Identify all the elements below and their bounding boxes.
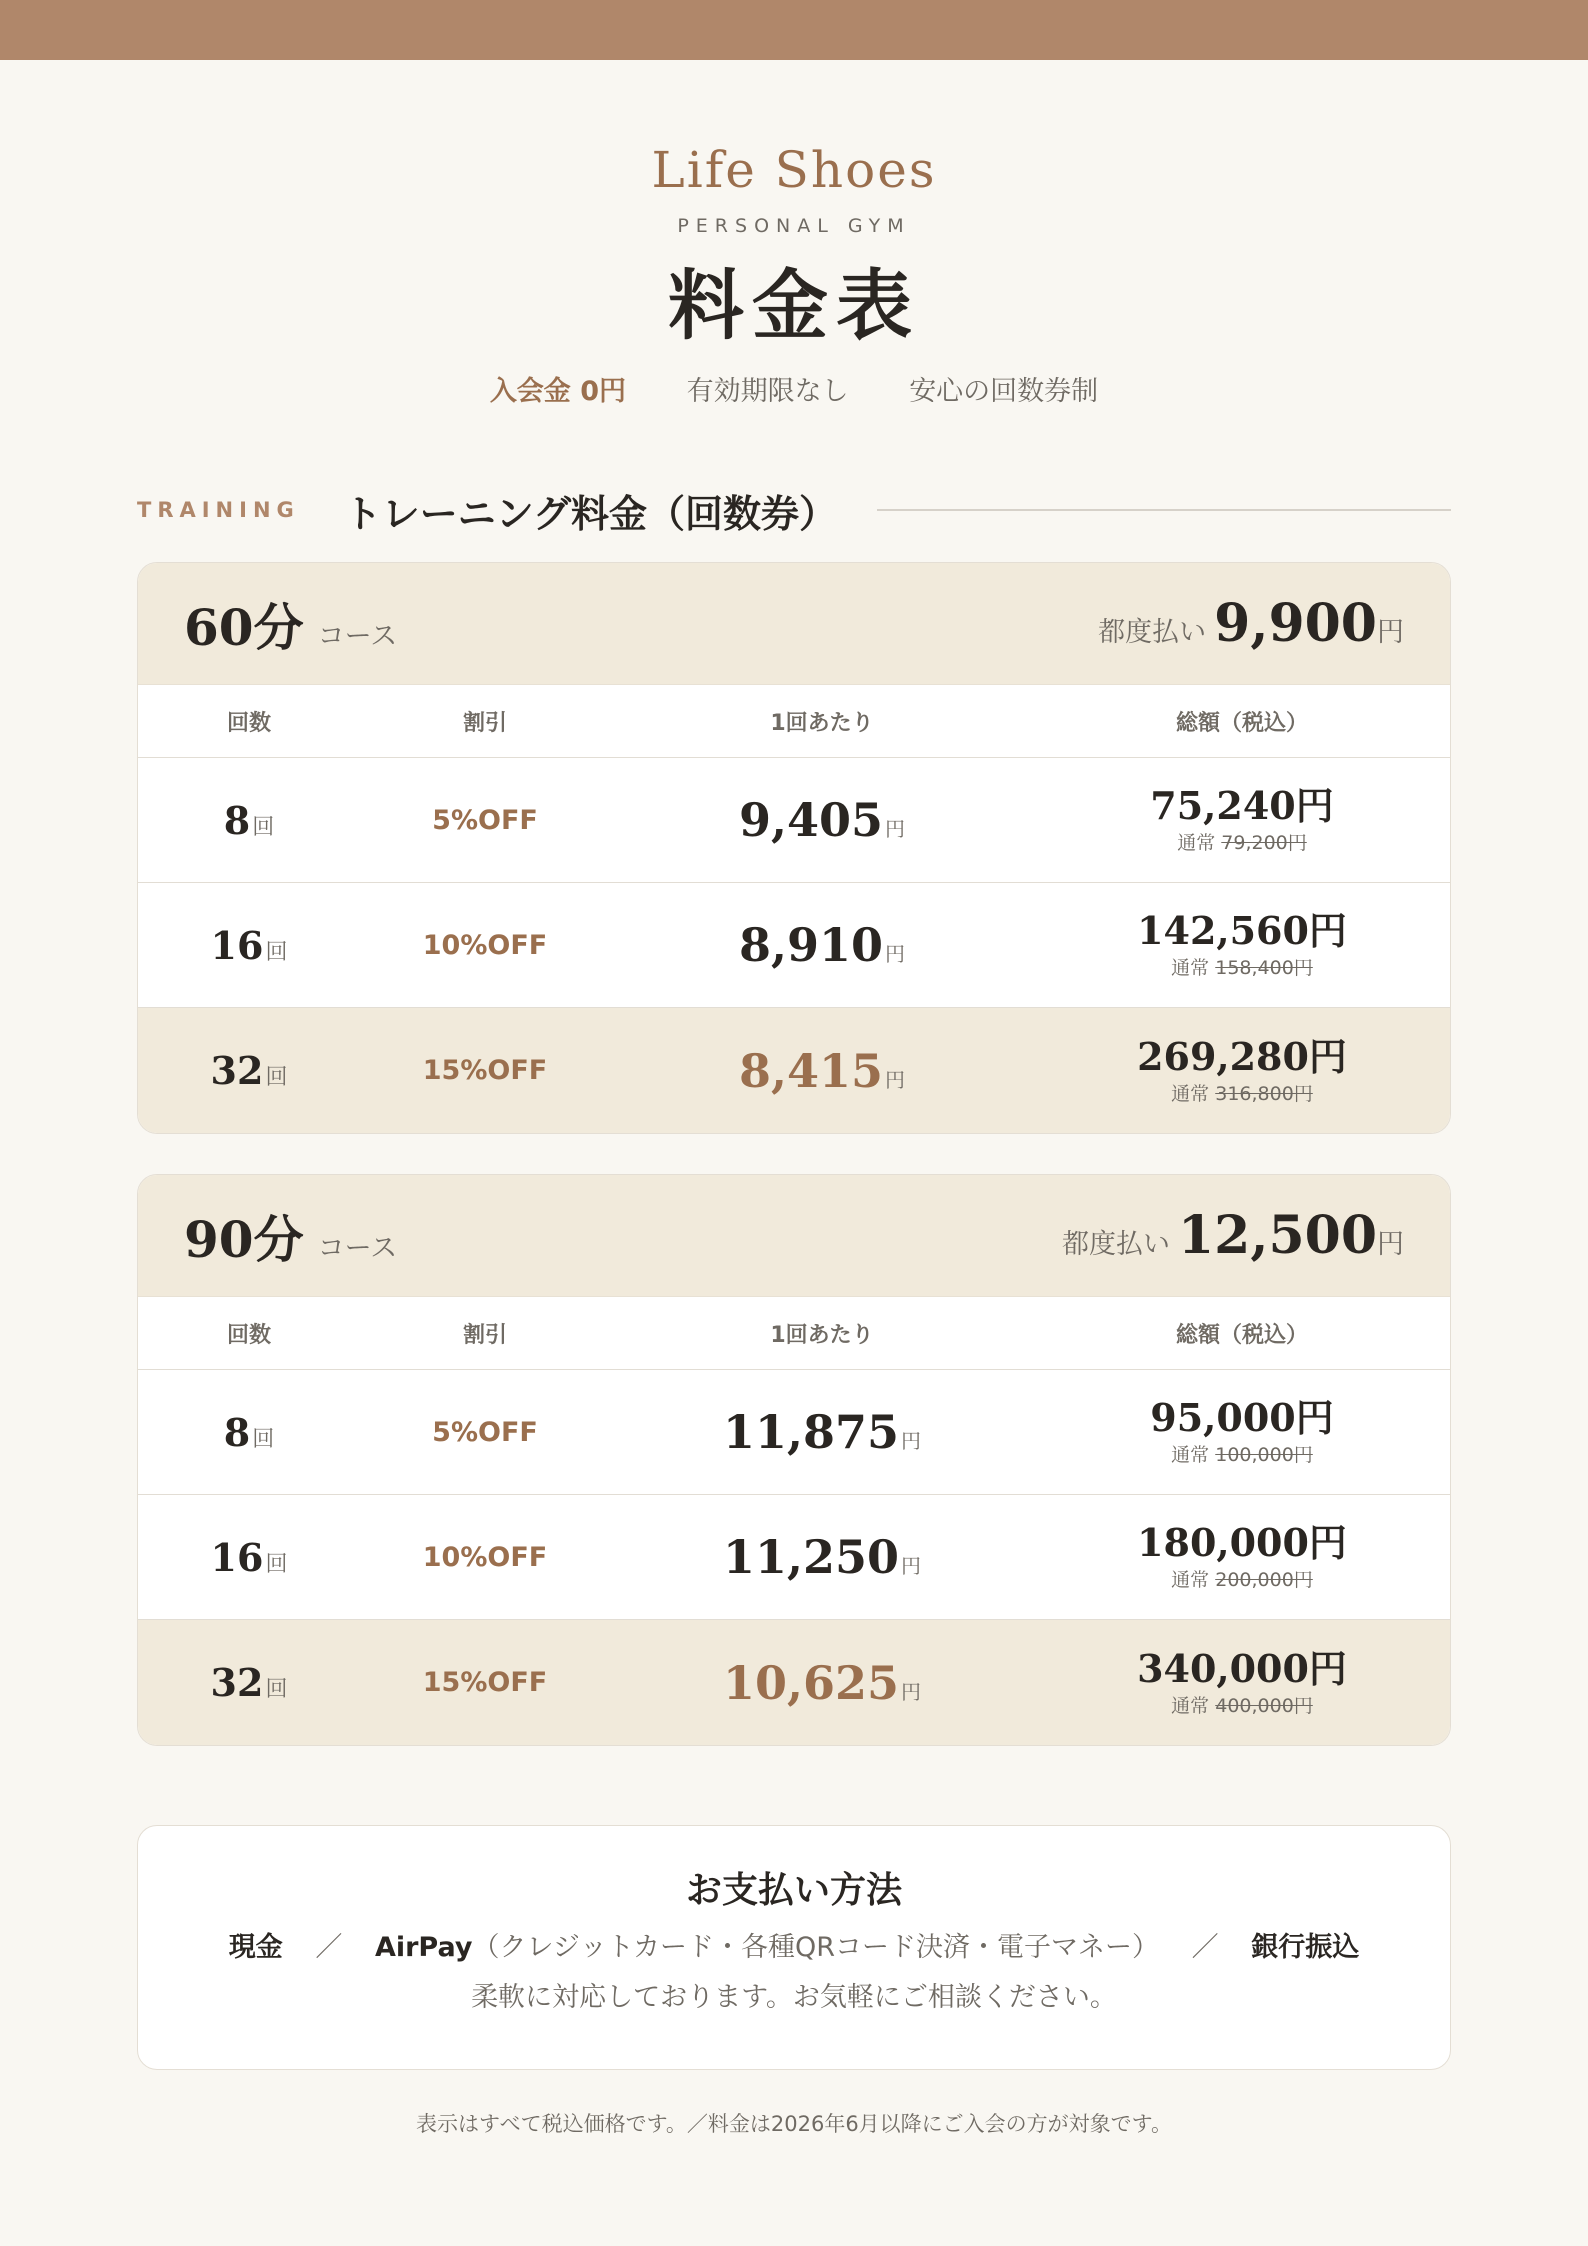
per-session-value: 8,415 [738,1043,884,1098]
page-header [0,140,1588,410]
per-session-value: 8,910 [738,918,884,972]
table-row-highlight [138,1008,1450,1133]
yen-unit: 円 [885,1067,906,1092]
regular-prefix: 通常 [1171,1694,1210,1717]
course-suffix: コース [317,1232,398,1264]
table-row [138,758,1450,883]
course-suffix: コース [317,620,398,652]
column-header-discount: 割引 [462,1322,507,1348]
total-value: 180,000円 [1137,1520,1347,1565]
section-label-en: TRAINING [137,498,300,522]
payment-methods-box [137,1825,1451,2070]
times-unit: 回 [252,1426,275,1452]
feature-entry-fee: 入会金 0円 [489,376,626,407]
total-value: 75,240円 [1150,783,1334,828]
page-title: 料金表 [668,261,920,350]
times-cell [138,1535,360,1580]
times-value: 16 [210,922,264,968]
total-value: 340,000円 [1137,1645,1347,1691]
section-heading [137,480,1451,540]
per-pay-label: 都度払い [1098,617,1207,648]
per-session-value: 11,250 [722,1530,900,1584]
regular-price [1034,830,1450,856]
column-header-times: 回数 [226,1322,271,1348]
total-cell [1034,1647,1450,1719]
total-value: 269,280円 [1137,1033,1347,1079]
table-row [138,883,1450,1008]
times-unit: 回 [265,939,288,965]
regular-prefix: 通常 [1171,1444,1210,1466]
times-cell [138,923,360,968]
column-header-total: 総額（税込） [1175,710,1308,736]
regular-prefix: 通常 [1171,957,1210,979]
top-accent-bar [0,0,1588,60]
regular-price [1034,1567,1450,1593]
method-separator: ／ [1191,1932,1219,1963]
yen-unit: 円 [1377,1229,1404,1260]
yen-unit: 円 [901,1429,922,1453]
method-cash: 現金 [228,1932,283,1963]
regular-value: 79,200円 [1221,832,1307,854]
discount-cell: 15%OFF [422,1667,548,1698]
times-cell [138,1048,360,1093]
per-session-cell [610,1656,1034,1710]
times-cell [138,1660,360,1705]
table-header [138,685,1450,758]
per-pay-label: 都度払い [1061,1229,1170,1260]
regular-value: 158,400円 [1215,957,1313,979]
regular-price [1034,1081,1450,1107]
per-pay-value: 9,900 [1214,593,1377,654]
footnote: 表示はすべて税込価格です。／料金は2026年6月以降にご入会の方が対象です。 [415,2112,1173,2136]
section-divider [877,509,1451,511]
times-unit: 回 [265,1677,288,1702]
times-value: 8 [223,1409,251,1455]
discount-cell: 10%OFF [422,929,548,961]
yen-unit: 円 [1377,617,1404,648]
course-card-60 [137,562,1451,1134]
per-pay-value: 12,500 [1177,1205,1377,1266]
table-row-highlight [138,1620,1450,1745]
regular-price [1034,955,1450,981]
regular-prefix: 通常 [1177,832,1216,854]
yen-unit: 円 [885,942,906,966]
feature-list [0,374,1588,410]
course-name [184,588,397,660]
regular-prefix: 通常 [1171,1082,1210,1105]
column-header-total: 総額（税込） [1175,1322,1308,1348]
brand-subtitle: PERSONAL GYM [677,215,911,237]
discount-cell: 15%OFF [422,1055,548,1086]
times-unit: 回 [265,1551,288,1577]
discount-cell: 10%OFF [422,1541,548,1573]
regular-prefix: 通常 [1171,1569,1210,1591]
regular-value: 400,000円 [1215,1694,1313,1717]
section-label-jp: トレーニング料金（回数券） [343,490,838,536]
column-header-per-session: 1回あたり [770,710,874,736]
regular-value: 316,800円 [1215,1082,1313,1105]
times-value: 16 [210,1534,264,1580]
course-header [138,1175,1450,1297]
discount-cell: 5%OFF [432,804,538,836]
total-cell [1034,1521,1450,1593]
discount-cell: 5%OFF [432,1416,538,1448]
regular-price [1034,1693,1450,1719]
regular-price [1034,1442,1450,1468]
yen-unit: 円 [901,1679,922,1704]
column-header-discount: 割引 [462,710,507,736]
times-value: 32 [210,1048,264,1093]
course-card-90 [137,1174,1451,1746]
brand-logo: Life Shoes [651,141,937,199]
total-value: 142,560円 [1137,908,1347,953]
per-session-cell [610,918,1034,972]
course-name [184,1200,397,1272]
airpay-detail: （クレジットカード・各種QRコード決済・電子マネー） [472,1932,1160,1963]
course-length: 90分 [184,1209,304,1269]
total-cell [1034,1035,1450,1107]
times-value: 32 [210,1660,264,1705]
payment-title: お支払い方法 [685,1869,902,1911]
times-cell [138,1410,360,1455]
per-session-value: 10,625 [722,1655,900,1710]
course-length: 60分 [184,597,304,657]
table-row [138,1495,1450,1620]
per-session-cell [610,793,1034,847]
per-session-cell [610,1530,1034,1584]
times-cell [138,798,360,843]
method-separator: ／ [315,1932,343,1963]
per-session-value: 11,875 [722,1405,900,1459]
total-cell [1034,909,1450,981]
times-unit: 回 [252,814,275,840]
column-header-per-session: 1回あたり [770,1322,874,1348]
column-header-times: 回数 [226,710,271,736]
per-session-value: 9,405 [738,793,884,847]
total-cell [1034,1396,1450,1468]
per-session-cell [610,1405,1034,1459]
method-bank-transfer: 銀行振込 [1251,1932,1360,1963]
course-header [138,563,1450,685]
payment-method-list [138,1930,1450,1966]
times-unit: 回 [265,1065,288,1090]
total-cell [1034,784,1450,856]
regular-value: 200,000円 [1215,1569,1313,1591]
yen-unit: 円 [901,1554,922,1578]
yen-unit: 円 [885,817,906,841]
per-pay-price [1062,1205,1404,1266]
method-airpay: AirPay [374,1932,473,1963]
per-pay-price [1098,593,1404,654]
table-row [138,1370,1450,1495]
total-value: 95,000円 [1150,1395,1334,1440]
feature-no-expiry: 有効期限なし [686,376,849,407]
times-value: 8 [223,797,251,843]
feature-ticket-system: 安心の回数券制 [909,376,1099,407]
per-session-cell [610,1044,1034,1098]
regular-value: 100,000円 [1215,1444,1313,1466]
payment-note: 柔軟に対応しております。お気軽にご相談ください。 [471,1982,1117,2013]
table-header [138,1297,1450,1370]
